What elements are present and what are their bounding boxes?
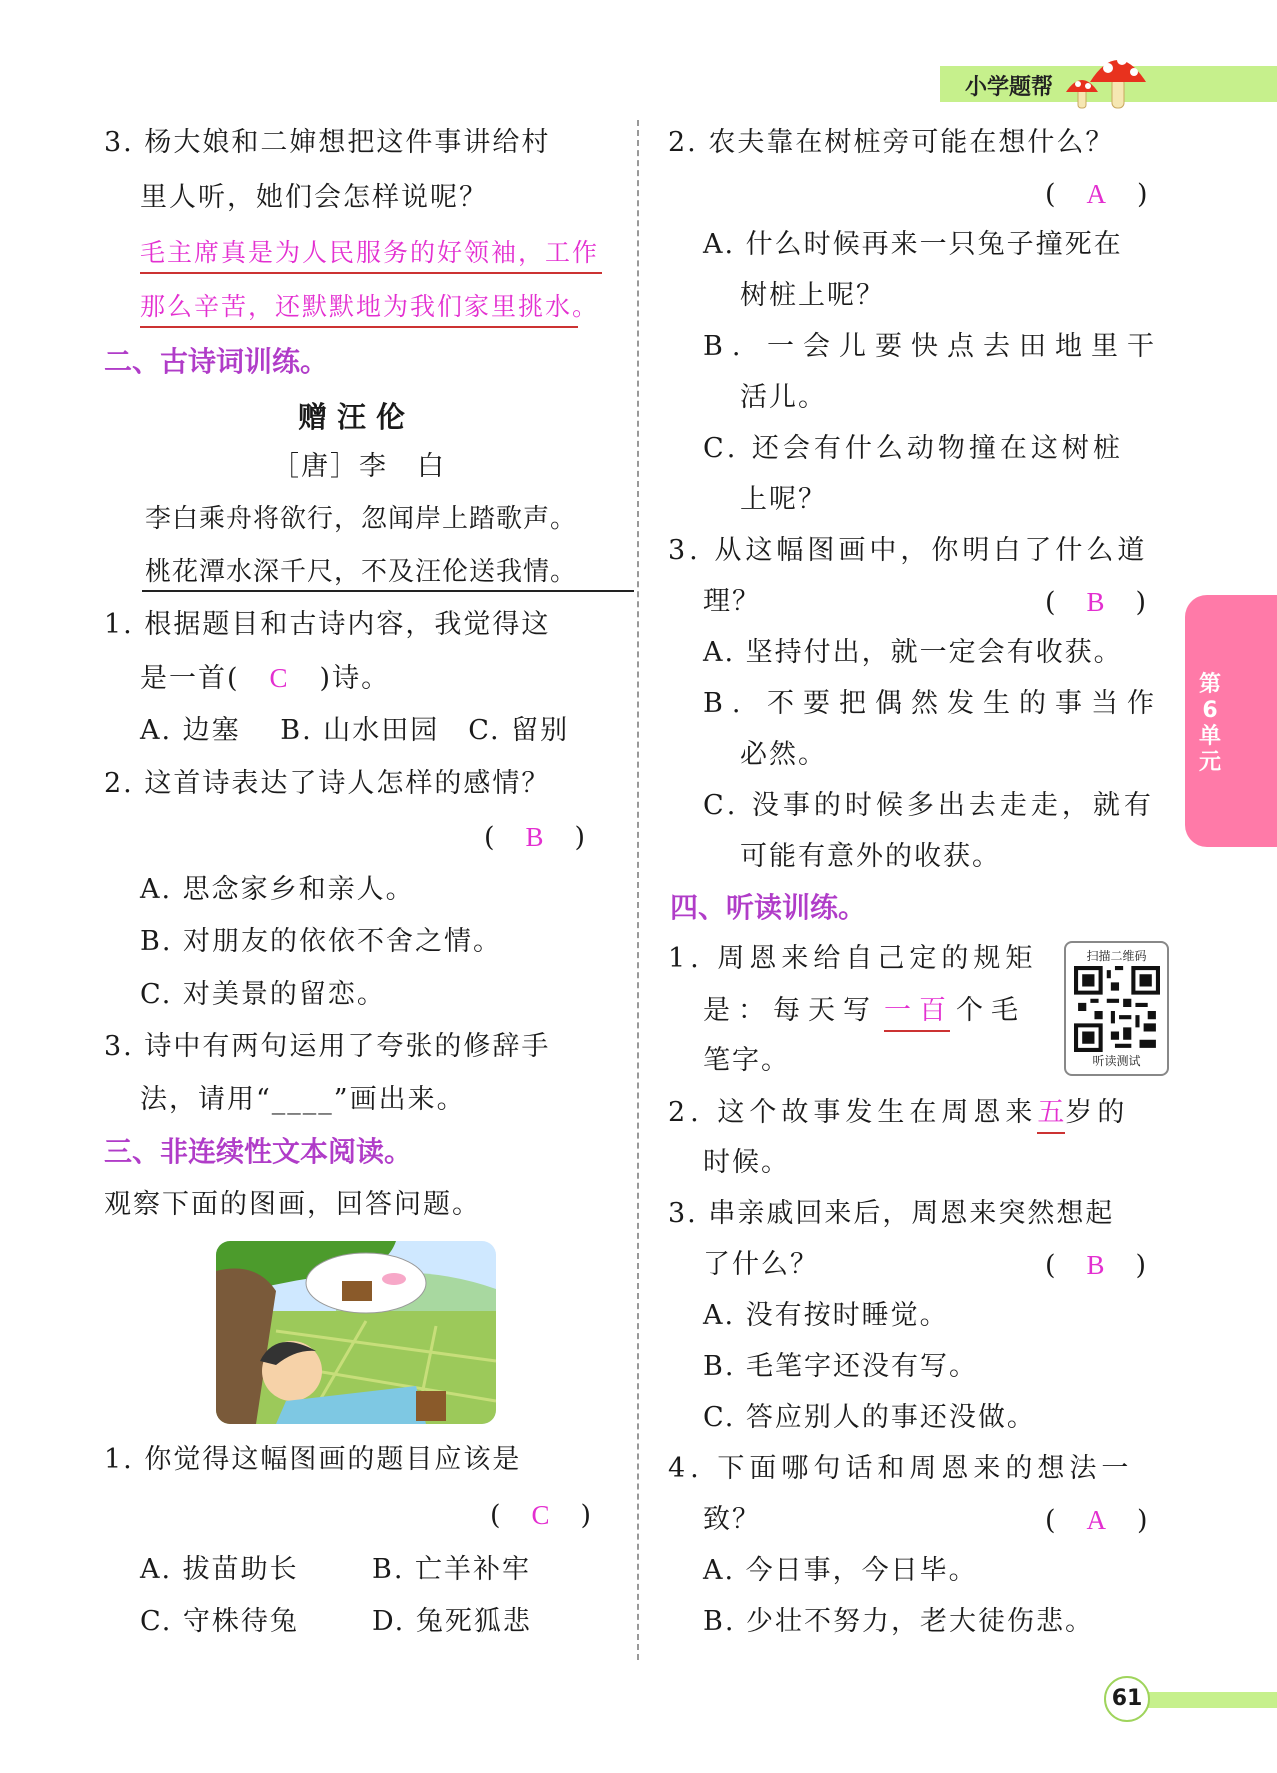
option-text: 活儿。 — [740, 382, 827, 413]
section-heading: 三、非连续性文本阅读。 — [104, 1135, 413, 1168]
mushroom-icon — [1060, 44, 1150, 112]
footer-bar — [1130, 1692, 1277, 1708]
question-text: 时候。 — [703, 1147, 790, 1178]
option-text: C. 还会有什么动物撞在这树桩 — [703, 433, 1124, 464]
blank-answer: 一百 — [884, 990, 950, 1032]
answer-bracket: ( B ) — [1045, 1250, 1149, 1281]
question-text: 2. 这首诗表达了诗人怎样的感情？ — [104, 768, 551, 799]
option-text: B. 少壮不努力，老大徒伤悲。 — [703, 1606, 1095, 1637]
answer-underline — [140, 326, 578, 328]
question-text: 笔字。 — [703, 1045, 790, 1076]
option-text: 上呢？ — [740, 484, 827, 515]
question-text: 1. 根据题目和古诗内容，我觉得这 — [104, 609, 551, 640]
question-text: 2. 这个故事发生在周恩来五岁的 — [668, 1092, 1129, 1134]
question-text: 4. 下面哪句话和周恩来的想法一 — [668, 1453, 1134, 1484]
question-text: 了什么？ — [703, 1249, 819, 1280]
option-text: C. 没事的时候多出去走走，就有 — [703, 790, 1155, 821]
section-heading: 四、听读训练。 — [670, 891, 867, 924]
question-text: 3. 串亲戚回来后，周恩来突然想起 — [668, 1198, 1115, 1229]
answer-bracket: ( A ) — [1045, 1505, 1150, 1536]
page-number: 61 — [1104, 1676, 1150, 1722]
qr-top-label: 扫描二维码 — [1086, 949, 1147, 963]
question-text: 是：每天写 一百个毛 — [703, 990, 1026, 1032]
answer-bracket: ( B ) — [1045, 587, 1149, 618]
q3-text: 3. 杨大娘和二婶想把这件事讲给村 — [104, 127, 551, 158]
option-text: B. 不要把偶然发生的事当作 — [703, 688, 1164, 719]
question-text: 3. 诗中有两句运用了夸张的修辞手 — [104, 1031, 551, 1062]
answer-bracket: ( B ) — [484, 822, 588, 853]
question-text: 3. 从这幅图画中，你明白了什么道 — [668, 535, 1149, 566]
option-text: 必然。 — [740, 739, 827, 770]
section-heading: 二、古诗词训练。 — [104, 345, 329, 378]
option-text: B. 毛笔字还没有写。 — [703, 1351, 979, 1382]
q3-answer: 毛主席真是为人民服务的好领袖，工作 — [140, 238, 600, 267]
option-text: 树桩上呢？ — [740, 280, 885, 311]
question-text: 1. 你觉得这幅图画的题目应该是 — [104, 1444, 522, 1475]
farmer-illustration — [216, 1241, 496, 1424]
option-text: B. 亡羊补牢 — [372, 1554, 532, 1585]
instruction-text: 观察下面的图画，回答问题。 — [104, 1189, 481, 1220]
option-text: C. 对美景的留恋。 — [140, 979, 386, 1010]
question-text: 2. 农夫靠在树桩旁可能在想什么？ — [668, 127, 1115, 158]
option-text: A. 拔苗助长 — [140, 1554, 299, 1585]
q3-text: 里人听，她们会怎样说呢？ — [140, 182, 488, 213]
question-text: 是一首( C )诗。 — [140, 658, 390, 699]
options-text: A. 边塞 B. 山水田园 C. 留别 — [140, 715, 570, 746]
answer-bracket: ( C ) — [490, 1500, 594, 1531]
option-text: A. 今日事，今日毕。 — [703, 1555, 978, 1586]
qr-code[interactable] — [1064, 941, 1169, 1076]
answer-bracket: ( A ) — [1045, 179, 1150, 210]
poem-line: 李白乘舟将欲行，忽闻岸上踏歌声。 — [145, 504, 578, 534]
option-text: B. 一会儿要快点去田地里干 — [703, 331, 1164, 362]
option-text: A. 思念家乡和亲人。 — [140, 874, 415, 905]
poem-author: ［唐］李 白 — [272, 451, 446, 482]
option-text: A. 什么时候再来一只兔子撞死在 — [703, 229, 1123, 260]
poem-title: 赠汪伦 — [298, 400, 416, 434]
q3-answer: 那么辛苦，还默默地为我们家里挑水。 — [140, 292, 600, 321]
answer-letter: C — [269, 663, 290, 693]
option-text: 可能有意外的收获。 — [740, 841, 1001, 872]
answer-underline — [140, 272, 602, 274]
question-text: 法，请用“____”画出来。 — [140, 1084, 466, 1115]
column-divider — [637, 120, 639, 1660]
qr-bottom-label: 听读测试 — [1092, 1054, 1141, 1068]
option-text: B. 对朋友的依依不舍之情。 — [140, 926, 503, 957]
blank-answer: 五 — [1037, 1092, 1065, 1134]
question-text: 1. 周恩来给自己定的规矩 — [668, 943, 1038, 974]
option-text: D. 兔死狐悲 — [372, 1606, 532, 1637]
question-text: 致？ — [703, 1504, 761, 1535]
option-text: C. 守株待兔 — [140, 1606, 299, 1637]
qr-pattern-icon — [1074, 966, 1160, 1052]
unit-tab-label: 第 6 单 元 — [1198, 672, 1221, 775]
option-text: C. 答应别人的事还没做。 — [703, 1402, 1036, 1433]
poem-line: 桃花潭水深千尺，不及汪伦送我情。 — [145, 557, 578, 587]
brand-label: 小学题帮 — [965, 75, 1054, 100]
question-text: 理？ — [703, 586, 761, 617]
option-text: A. 没有按时睡觉。 — [703, 1300, 949, 1331]
poem-underline — [142, 590, 634, 592]
option-text: A. 坚持付出，就一定会有收获。 — [703, 637, 1123, 668]
